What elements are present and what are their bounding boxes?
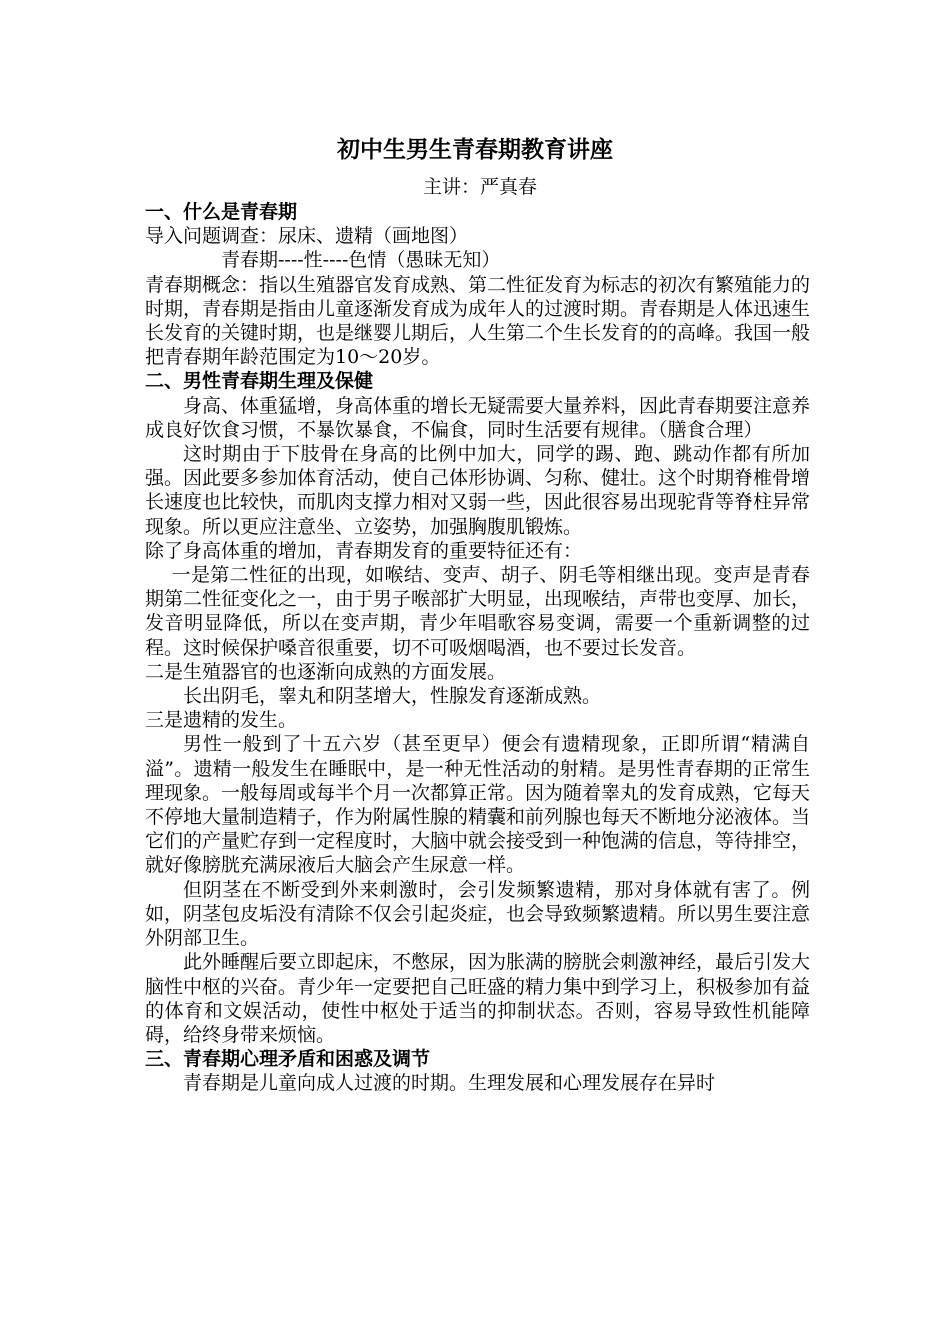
paragraph: 男性一般到了十五六岁（甚至更早）便会有遗精现象，正即所谓“精满自溢”。遗精一般发生在睡眠中，是一种无性活动的射精。是男性青春期的正常生理现象。一般每周或每半个月一次都算正常。因为随着睾丸的发育成熟，它每天不停地大量制造精子，作为附属性腺的精囊和前列腺也每天不断地分泌液体。当它们的产量贮存到一定程度时，大脑中就会接受到一种饱满的信息，等待排空，就好像膀胱充满尿液后大脑会产生尿意一样。: [145, 733, 811, 877]
paragraph: 三是遗精的发生。: [145, 709, 298, 732]
paragraph: 青春期是儿童向成人过渡的时期。生理发展和心理发展存在异时: [183, 1072, 716, 1095]
keywords-line: 青春期----性----色情（愚昧无知）: [221, 249, 501, 272]
paragraph: 长出阴毛，睾丸和阴茎增大，性腺发育逐渐成熟。: [183, 685, 602, 708]
page-title: 初中生男生青春期教育讲座: [337, 136, 613, 163]
intro-paragraph: 导入问题调查：尿床、遗精（画地图）: [145, 225, 469, 248]
paragraph: 但阴茎在不断受到外来刺激时，会引发频繁遗精，那对身体就有害了。例如，阴茎包皮垢没有清除不仅会引起炎症，也会导致频繁遗精。所以男生要注意外阴部卫生。: [145, 878, 811, 950]
paragraph: 身高、体重猛增，身高体重的增长无疑需要大量养料，因此青春期要注意养成良好饮食习惯，不暴饮暴食，不偏食，同时生活要有规律。（膳食合理）: [145, 394, 811, 441]
paragraph: 一是第二性征的出现，如喉结、变声、胡子、阴毛等相继出现。变声是青春期第二性征变化之一，由于男子喉部扩大明显，出现喉结，声带也变厚、加长，发音明显降低，所以在变声期，青少年唱歌容易变调，需要一个重新调整的过程。这时候保护嗓音很重要，切不可吸烟喝酒，也不要过长发音。: [145, 564, 811, 659]
paragraph: 此外睡醒后要立即起床，不憋尿，因为胀满的膀胱会刺激神经，最后引发大脑性中枢的兴奋。青少年一定要把自己旺盛的精力集中到学习上，积极参加有益的体育和文娱活动，使性中枢处于适当的抑制状态。否则，容易导致性机能障碍，给终身带来烦恼。: [145, 951, 811, 1046]
paragraph: 除了身高体重的增加，青春期发育的重要特征还有：: [145, 539, 583, 562]
section-heading-3: 三、青春期心理矛盾和困惑及调节: [145, 1048, 431, 1071]
section-heading-1: 一、什么是青春期: [145, 201, 298, 223]
speaker-line: 主讲：严真春: [422, 176, 537, 198]
paragraph: 这时期由于下肢骨在身高的比例中加大，同学的踢、跑、跳动作都有所加强。因此要多参加体育活动，使自己体形协调、匀称、健壮。这个时期脊椎骨增长速度也比较快，而肌肉支撑力相对又弱一些，因此很容易出现驼背等脊柱异常现象。所以更应注意坐、立姿势，加强胸腹肌锻炼。: [145, 443, 811, 538]
document-body: [145, 200, 810, 1096]
paragraph: 二是生殖器官的也逐渐向成熟的方面发展。: [145, 660, 507, 683]
section-heading-2: 二、男性青春期生理及保健: [145, 370, 374, 393]
concept-paragraph: 青春期概念：指以生殖器官发育成熟、第二性征发育为标志的初次有繁殖能力的时期，青春期是指由儿童逐渐发育成为成年人的过渡时期。青春期是人体迅速生长发育的关键时期，也是继婴儿期后，人生第二个生长发育的的高峰。我国一般把青春期年龄范围定为10～20岁。: [145, 273, 811, 369]
